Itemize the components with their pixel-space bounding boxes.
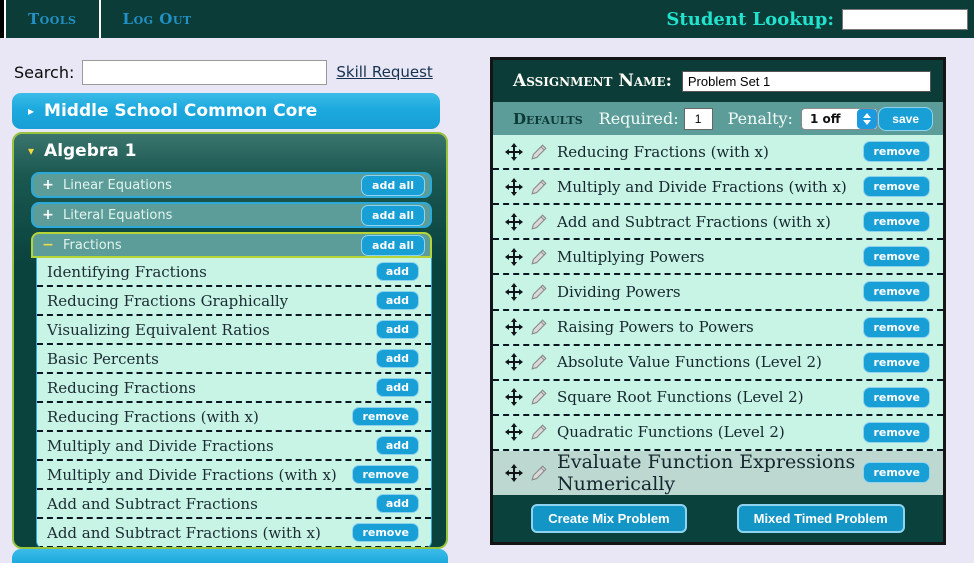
- required-label: Required:: [598, 109, 679, 128]
- defaults-label: Defaults: [513, 109, 583, 128]
- category-fractions[interactable]: [31, 232, 432, 258]
- assignment-row-selected: [493, 451, 943, 495]
- assignment-item-list: [493, 135, 943, 495]
- add-button[interactable]: add: [376, 262, 419, 281]
- select-stepper-icon: [857, 109, 877, 129]
- remove-button[interactable]: remove: [352, 407, 419, 426]
- skill-label: Multiply and Divide Fractions: [47, 436, 274, 455]
- defaults-bar: [493, 102, 943, 135]
- skill-row: [37, 490, 431, 519]
- remove-button[interactable]: remove: [863, 317, 930, 338]
- pencil-icon[interactable]: [531, 319, 547, 335]
- assignment-item-label: Raising Powers to Powers: [557, 318, 754, 337]
- penalty-select[interactable]: [801, 108, 878, 130]
- required-input[interactable]: [685, 109, 712, 129]
- course-panel-algebra-1: [12, 132, 448, 549]
- assignment-item-label: Reducing Fractions (with x): [557, 142, 769, 161]
- expand-icon[interactable]: +: [42, 207, 54, 223]
- assignment-row: [493, 416, 943, 451]
- add-button[interactable]: add: [376, 494, 419, 513]
- save-button[interactable]: save: [878, 107, 933, 131]
- skill-label: Add and Subtract Fractions: [47, 494, 258, 513]
- skill-row: [37, 461, 431, 490]
- skill-row: [37, 519, 431, 548]
- add-all-button[interactable]: add all: [361, 175, 425, 196]
- assignment-item-label: Add and Subtract Fractions (with x): [557, 212, 831, 231]
- assignment-item-label: Absolute Value Functions (Level 2): [557, 353, 822, 372]
- collapsed-arrow-icon: ▸: [28, 104, 35, 118]
- skill-row: [37, 258, 431, 287]
- assignment-row: [493, 381, 943, 416]
- add-button[interactable]: add: [376, 378, 419, 397]
- assignment-item-label: Dividing Powers: [557, 282, 681, 301]
- create-mix-problem-button[interactable]: Create Mix Problem: [531, 504, 686, 533]
- assignment-row: [493, 346, 943, 381]
- category-literal-equations[interactable]: [31, 202, 432, 228]
- skill-row: [37, 345, 431, 374]
- top-bar: [0, 0, 974, 38]
- assignment-row: [493, 311, 943, 346]
- pencil-icon[interactable]: [531, 424, 547, 440]
- remove-button[interactable]: remove: [863, 246, 930, 267]
- skill-label: Multiply and Divide Fractions (with x): [47, 465, 337, 484]
- assignment-footer: [493, 495, 943, 542]
- course-header-algebra-1[interactable]: [14, 134, 446, 168]
- skill-request-link[interactable]: Skill Request: [336, 63, 433, 81]
- skill-label: Basic Percents: [47, 349, 159, 368]
- assignment-name-bar: [493, 60, 943, 102]
- tab-log-out[interactable]: [99, 0, 214, 38]
- skill-label: Reducing Fractions Graphically: [47, 291, 289, 310]
- course-header-next-collapsed[interactable]: [12, 549, 448, 563]
- assignment-item-label: Evaluate Function Expressions Numerically: [557, 450, 856, 495]
- student-lookup-label: Student Lookup:: [666, 8, 834, 30]
- assignment-name-input[interactable]: [682, 71, 931, 92]
- skill-row: [37, 403, 431, 432]
- skill-label: Identifying Fractions: [47, 262, 207, 281]
- assignment-panel: [490, 57, 946, 545]
- move-icon[interactable]: [505, 283, 523, 301]
- move-icon[interactable]: [505, 143, 523, 161]
- remove-button[interactable]: remove: [352, 465, 419, 484]
- student-lookup-input[interactable]: [842, 9, 968, 30]
- skill-label: Reducing Fractions (with x): [47, 407, 259, 426]
- add-button[interactable]: add: [376, 320, 419, 339]
- pencil-icon[interactable]: [531, 144, 547, 160]
- assignment-item-label: Multiply and Divide Fractions (with x): [557, 177, 847, 196]
- pencil-icon[interactable]: [531, 389, 547, 405]
- add-button[interactable]: add: [376, 349, 419, 368]
- move-icon[interactable]: [505, 318, 523, 336]
- skill-row: [37, 287, 431, 316]
- pencil-icon[interactable]: [531, 465, 547, 481]
- skill-row: [37, 374, 431, 403]
- remove-button[interactable]: remove: [863, 422, 930, 443]
- skill-row: [37, 432, 431, 461]
- collapse-icon[interactable]: −: [42, 237, 54, 253]
- pencil-icon[interactable]: [531, 284, 547, 300]
- category-linear-equations[interactable]: [31, 172, 432, 198]
- student-lookup: [666, 0, 974, 38]
- penalty-label: Penalty:: [727, 109, 793, 128]
- penalty-selected-value: 1 off: [809, 111, 841, 126]
- remove-button[interactable]: remove: [863, 211, 930, 232]
- assignment-name-label: Assignment Name:: [513, 71, 672, 91]
- assignment-row: [493, 135, 943, 170]
- skill-row: [37, 316, 431, 345]
- remove-button[interactable]: remove: [863, 176, 930, 197]
- assignment-item-label: Quadratic Functions (Level 2): [557, 423, 785, 442]
- search-row: [14, 57, 454, 87]
- tab-tools[interactable]: [4, 0, 99, 38]
- move-icon[interactable]: [505, 178, 523, 196]
- assignment-item-label: Multiplying Powers: [557, 247, 705, 266]
- search-input[interactable]: [82, 60, 327, 85]
- category-label: Linear Equations: [63, 177, 172, 193]
- assignment-row: [493, 170, 943, 205]
- skill-list: [36, 258, 432, 549]
- remove-button[interactable]: remove: [863, 462, 930, 483]
- mixed-timed-problem-button[interactable]: Mixed Timed Problem: [737, 504, 905, 533]
- skill-label: Add and Subtract Fractions (with x): [47, 523, 321, 542]
- pencil-icon[interactable]: [531, 249, 547, 265]
- pencil-icon[interactable]: [531, 214, 547, 230]
- remove-button[interactable]: remove: [863, 352, 930, 373]
- add-button[interactable]: add: [376, 436, 419, 455]
- move-icon[interactable]: [505, 464, 523, 482]
- add-all-button[interactable]: add all: [361, 235, 425, 256]
- assignment-row: [493, 275, 943, 310]
- move-icon[interactable]: [505, 388, 523, 406]
- category-label: Literal Equations: [63, 207, 173, 223]
- assignment-item-label: Square Root Functions (Level 2): [557, 388, 804, 407]
- pencil-icon[interactable]: [531, 179, 547, 195]
- move-icon[interactable]: [505, 423, 523, 441]
- remove-button[interactable]: remove: [863, 387, 930, 408]
- assignment-row: [493, 240, 943, 275]
- add-button[interactable]: add: [376, 291, 419, 310]
- search-label: Search:: [14, 62, 75, 82]
- pencil-icon[interactable]: [531, 354, 547, 370]
- tab-tools-label: Tools: [28, 10, 77, 28]
- course-header-middle-school-common-core[interactable]: [12, 93, 440, 129]
- category-label: Fractions: [63, 237, 122, 253]
- move-icon[interactable]: [505, 353, 523, 371]
- remove-button[interactable]: remove: [863, 281, 930, 302]
- move-icon[interactable]: [505, 213, 523, 231]
- course-label: Algebra 1: [44, 141, 137, 161]
- assignment-row: [493, 205, 943, 240]
- expand-icon[interactable]: +: [42, 177, 54, 193]
- course-label: Middle School Common Core: [44, 101, 318, 121]
- expanded-arrow-icon: ▾: [28, 144, 35, 158]
- remove-button[interactable]: remove: [863, 141, 930, 162]
- skill-label: Reducing Fractions: [47, 378, 196, 397]
- tab-log-out-label: Log Out: [122, 10, 192, 28]
- remove-button[interactable]: remove: [352, 523, 419, 542]
- skill-label: Visualizing Equivalent Ratios: [47, 320, 270, 339]
- add-all-button[interactable]: add all: [361, 205, 425, 226]
- move-icon[interactable]: [505, 248, 523, 266]
